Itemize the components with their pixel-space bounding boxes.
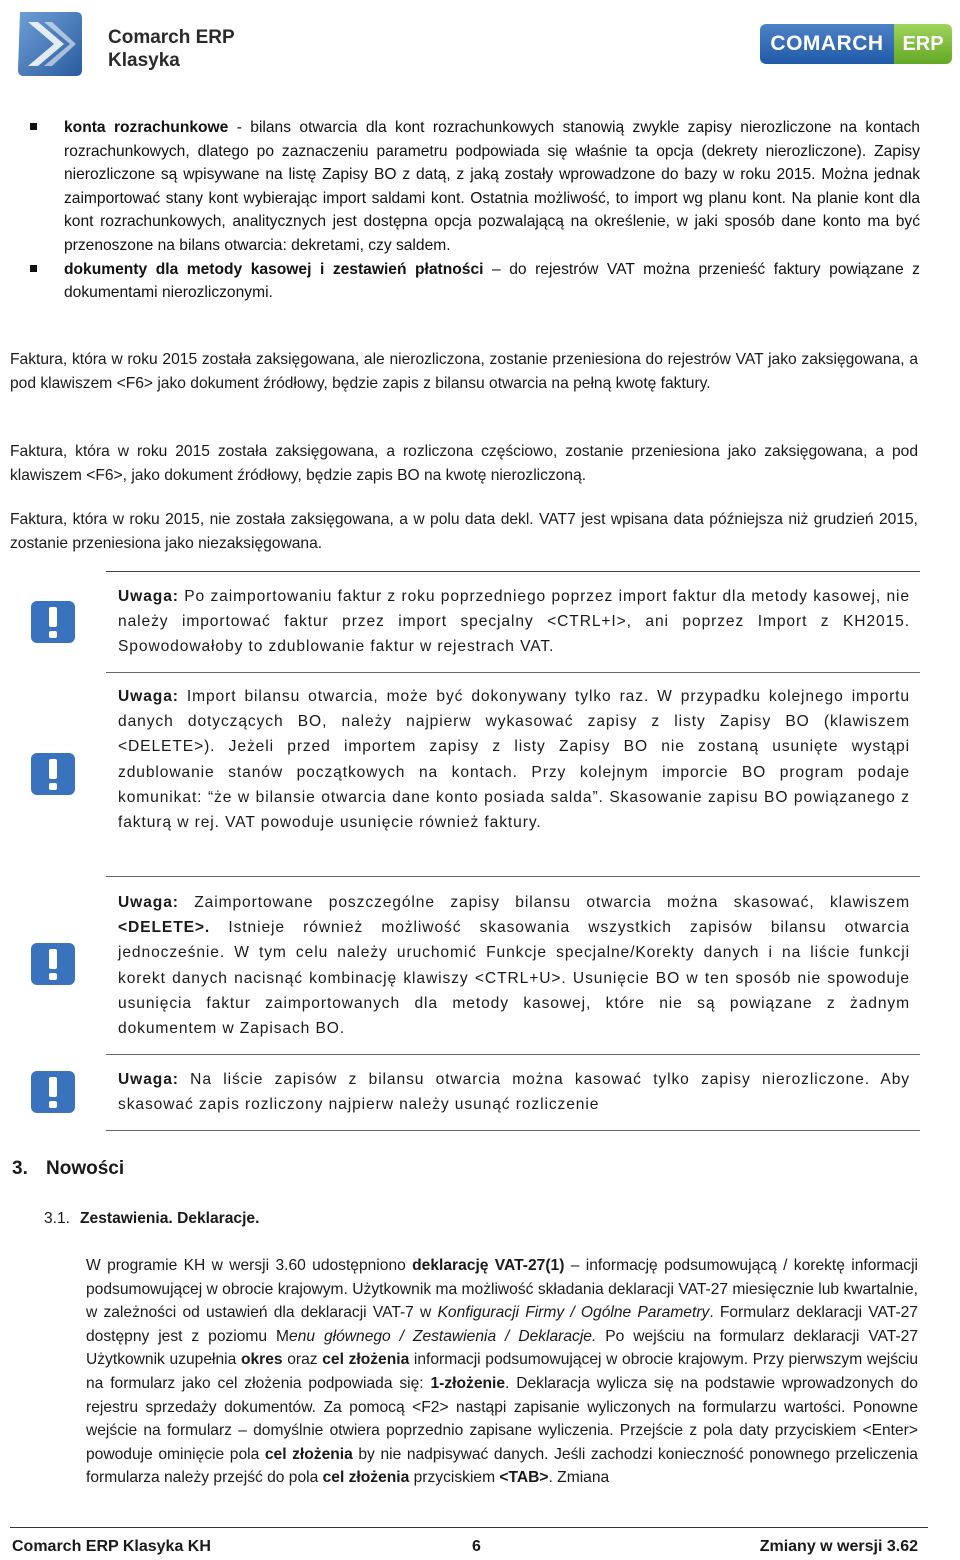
text-run: . Zmiana	[548, 1469, 610, 1487]
bullet-term: konta rozrachunkowe	[64, 119, 229, 136]
footer-version: Zmiany w wersji 3.62	[759, 1538, 918, 1555]
note-text: Na liście zapisów z bilansu otwarcia można kasować tylko zapisy nierozliczone. Aby skasować zapis rozliczony najpierw należy usunąć rozliczenie	[118, 1071, 910, 1114]
section-title: Nowości	[46, 1158, 125, 1179]
section-number: 3.	[12, 1158, 28, 1179]
text-run: W programie KH w wersji 3.60 udostępniono	[86, 1257, 413, 1274]
note	[118, 684, 910, 835]
warning-icon	[30, 1070, 76, 1114]
warning-icon	[30, 752, 76, 796]
logo-line-1: Comarch ERP	[108, 27, 235, 48]
section-heading	[12, 1158, 124, 1180]
divider	[106, 1130, 920, 1131]
klasyka-logo-icon	[14, 8, 86, 80]
divider	[106, 1054, 920, 1055]
bullet-square-icon	[30, 265, 37, 272]
brand-comarch: COMARCH	[760, 24, 894, 64]
divider	[106, 571, 920, 572]
text-run: Po wejściu na formularz deklaracji VAT-27 Użytkownik uzupełnia	[86, 1327, 919, 1369]
logo-line-2: Klasyka	[108, 50, 180, 71]
text-run: by nie nadpisywać danych. Jeśli zachodzi konieczność ponownego przeliczenia formularza należy przejść do pola	[86, 1445, 918, 1487]
paragraph: Faktura, która w roku 2015 została zaksięgowana, ale nierozliczona, zostanie przeniesiona do rejestrów VAT jako zaksięgowana, a pod klawiszem <F6> jako dokument źródłowy, będzie zapis z bilansu otwarcia na pełną kwotę faktury.	[10, 351, 918, 392]
note-label: Uwaga:	[118, 688, 179, 705]
text-run: przyciskiem	[409, 1469, 500, 1487]
bullet-text: – do rejestrów VAT można przenieść faktury powiązane z dokumentami nierozliczonymi.	[64, 260, 920, 302]
bullet-text: - bilans otwarcia dla kont rozrachunkowych stanowią zwykle zapisy nierozliczone na kontach rozrachunkowych, dlatego po zaznaczeniu parametru podpowiada się właśnie ta opcja (dekrety nierozliczone). Zapisy nierozliczone są wpisywane na listę Zapisy BO z datą, z jaką zostały wprowadzone do bazy w roku 2015. Można jednak zaimportować stany kont wybierając import saldami kont. Ostatnia możliwość, to import wg planu kont. Na planie kont dla kont rozrachunkowych, analitycznych jest dostępna opcja pozwalającą na określenie, w jaki sposób dane konto ma być przenoszone na bilans otwarcia: dekretami, czy saldem.	[64, 119, 920, 254]
body-paragraph	[86, 1254, 918, 1490]
note-label: Uwaga:	[118, 1071, 179, 1088]
note-text: Po zaimportowaniu faktur z roku poprzedniego poprzez import faktur dla metody kasowej, nie należy importować faktur przez import specjalny <CTRL+I>, ani poprzez Import z KH2015. Spowodowałoby to zdublowanie faktur w rejestrach VAT.	[118, 588, 910, 656]
footer-title: Comarch ERP Klasyka KH	[12, 1538, 211, 1555]
list-item	[30, 116, 920, 258]
divider	[106, 876, 920, 877]
note-label: Uwaga:	[118, 894, 179, 911]
text-run: . Deklaracja wylicza się na podstawie wprowadzonych do rejestru sprzedaży dokumentów. Za pomocą <F2> nastąpi zapisanie wyliczonych na formularzu wartości. Ponowne wejście na formularz – domyślnie otwiera poprzednio zapisane wyliczenia. Przejście z pola daty przyciskiem <Enter> powoduje ominięcie pola	[86, 1374, 918, 1463]
note	[118, 890, 910, 1041]
note	[118, 584, 910, 660]
bold-run: 1-złożenie	[430, 1374, 506, 1392]
bold-run: cel złożenia	[322, 1351, 410, 1369]
page-number: 6	[472, 1538, 481, 1555]
bold-run: <TAB>	[499, 1469, 549, 1487]
note-text: Istnieje również możliwość skasowania wszystkich zapisów bilansu otwarcia jednocześnie. W tym celu należy uruchomić Funkcje specjalne/Korekty danych i na liście funkcji korekt danych nacisnąć kombinację klawiszy <CTRL+U>. Usunięcie BO w ten sposób nie spowoduje usunięcia faktur zaimportowanych dla metody kasowej, które nie są powiązane z żadnym dokumentem w Zapisach BO.	[118, 919, 910, 1038]
text-run: informacji podsumowującej w obrocie krajowym. Przy pierwszym wejściu na formularz jako cel złożenia podpowiada się:	[86, 1351, 918, 1392]
text-run: oraz	[282, 1351, 323, 1369]
bullet-term: dokumenty dla metody kasowej i zestawień płatności	[64, 260, 484, 278]
text-run: – informację podsumowującą / korektę informacji podsumowującej w obrocie krajowym. Użytkownik ma możliwość składania deklaracji VAT-27 miesięcznie lub kwartalnie, w zależności od ustawień dla deklaracji VAT-7 w	[86, 1257, 919, 1322]
text-run: . Formularz deklaracji VAT-27 dostępny jest z poziomu M	[86, 1304, 918, 1345]
note-text: Zaimportowane poszczególne zapisy bilansu otwarcia można skasować, klawiszem	[178, 894, 910, 911]
note-text: Import bilansu otwarcia, może być dokonywany tylko raz. W przypadku kolejnego importu danych dotyczących BO, należy najpierw wykasować zapisy z listy Zapisy BO (klawiszem <DELETE>). Jeżeli przed importem zapisy z listy Zapisy BO nie zostaną usunięte wystąpi zdublowanie stanów początkowych na kontach. Przy kolejnym imporcie BO program podaje komunikat: “że w bilansie otwarcia dane konto posiada salda”. Skasowanie zapisu BO powiązanego z fakturą w rej. VAT powoduje usunięcie również faktury.	[118, 688, 910, 832]
brand-erp: ERP	[894, 24, 952, 64]
note-key: <DELETE>.	[118, 919, 211, 937]
bold-run: cel złożenia	[322, 1469, 410, 1487]
paragraph: Faktura, która w roku 2015, nie została zaksięgowana, a w polu data dekl. VAT7 jest wpisana data późniejsza niż grudzień 2015, zostanie przeniesiona jako niezaksięgowana.	[10, 511, 918, 552]
bold-run: cel złożenia	[264, 1445, 353, 1463]
note-label: Uwaga:	[118, 588, 179, 605]
paragraph: Faktura, która w roku 2015 została zaksięgowana, a rozliczona częściowo, zostanie przeniesiona jako zaksięgowana, a pod klawiszem <F6>, jako dokument źródłowy, będzie zapis BO na kwotę nierozliczoną.	[10, 443, 918, 484]
warning-icon	[30, 600, 76, 644]
divider	[106, 672, 920, 673]
subsection-title: Zestawienia. Deklaracje.	[80, 1210, 260, 1227]
italic-run: Konfiguracji Firmy / Ogólne Parametry	[437, 1304, 710, 1322]
note	[118, 1067, 910, 1117]
bullet-list	[30, 116, 920, 305]
bullet-square-icon	[30, 123, 37, 130]
list-item	[30, 258, 920, 305]
bold-run: okres	[240, 1351, 283, 1369]
warning-icon	[30, 942, 76, 986]
subsection-heading	[44, 1210, 259, 1228]
bold-run: deklarację VAT-27(1)	[412, 1257, 565, 1274]
comarch-erp-brand-logo	[760, 24, 952, 64]
comarch-erp-klasyka-logo	[14, 8, 254, 80]
subsection-number: 3.1.	[44, 1210, 71, 1227]
italic-run: enu głównego / Zestawienia / Deklaracje.	[289, 1327, 597, 1345]
footer-divider	[10, 1527, 928, 1528]
